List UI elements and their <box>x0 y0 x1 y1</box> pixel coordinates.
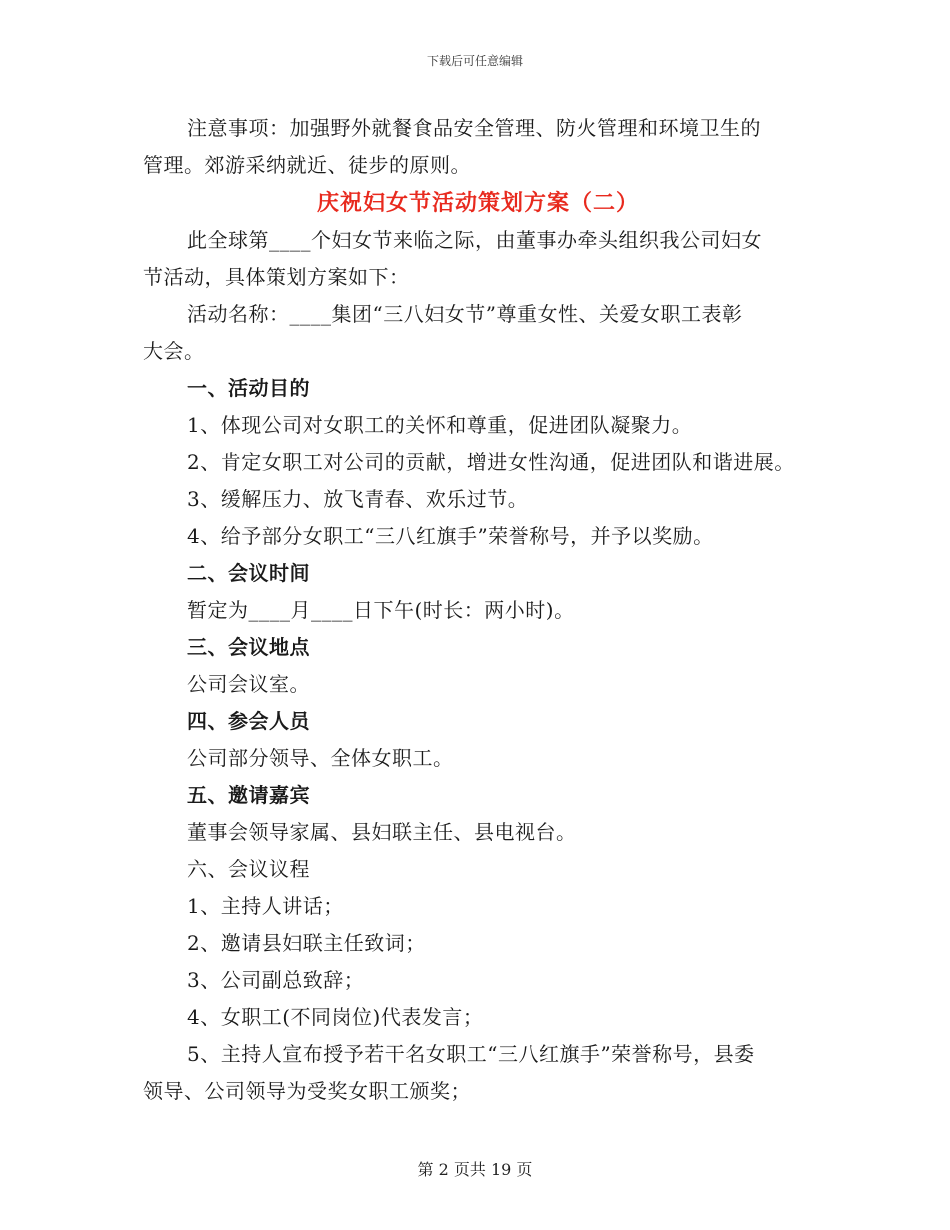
paragraph-line: 董事会领导家属、县妇联主任、县电视台。 <box>187 820 577 844</box>
section-heading: 五、邀请嘉宾 <box>187 783 310 807</box>
list-item: 3、缓解压力、放飞青春、欢乐过节。 <box>187 487 529 511</box>
list-item: 4、女职工(不同岗位)代表发言； <box>187 1005 484 1029</box>
list-item: 1、主持人讲话； <box>187 894 344 918</box>
page-footer: 第 2 页共 19 页 <box>417 1160 533 1179</box>
paragraph-line: 公司会议室。 <box>187 672 310 696</box>
list-item: 5、主持人宣布授予若干名女职工“三八红旗手”荣誉称号，县委 <box>187 1042 755 1066</box>
document-body <box>143 110 813 1110</box>
list-item: 2、邀请县妇联主任致词； <box>187 931 426 955</box>
section-heading: 三、会议地点 <box>187 635 310 659</box>
section-title: 庆祝妇女节活动策划方案（二） <box>316 190 639 216</box>
paragraph-line: 注意事项：加强野外就餐食品安全管理、防火管理和环境卫生的 <box>187 116 761 140</box>
list-item: 1、体现公司对女职工的关怀和尊重，促进团队凝聚力。 <box>187 413 693 437</box>
section-heading: 六、会议议程 <box>187 857 310 881</box>
list-item: 4、给予部分女职工“三八红旗手”荣誉称号，并予以奖励。 <box>187 524 714 548</box>
paragraph-line: 管理。郊游采纳就近、徒步的原则。 <box>143 153 471 177</box>
section-heading: 四、参会人员 <box>187 709 310 733</box>
paragraph-line: 暂定为____月____日下午(时长：两小时)。 <box>187 598 575 622</box>
paragraph-line: 公司部分领导、全体女职工。 <box>187 746 454 770</box>
paragraph-line: 节活动，具体策划方案如下： <box>143 265 410 289</box>
paragraph-line: 大会。 <box>143 339 205 363</box>
paragraph-line: 领导、公司领导为受奖女职工颁奖； <box>143 1079 471 1103</box>
section-heading: 一、活动目的 <box>187 376 310 400</box>
paragraph-line: 此全球第____个妇女节来临之际，由董事办牵头组织我公司妇女 <box>187 228 762 252</box>
list-item: 3、公司副总致辞； <box>187 968 365 992</box>
page-header: 下载后可任意编辑 <box>426 54 523 68</box>
paragraph-line: 活动名称：____集团“三八妇女节”尊重女性、关爱女职工表彰 <box>187 302 743 326</box>
section-heading: 二、会议时间 <box>187 561 310 585</box>
list-item: 2、肯定女职工对公司的贡献，增进女性沟通，促进团队和谐进展。 <box>187 450 795 474</box>
